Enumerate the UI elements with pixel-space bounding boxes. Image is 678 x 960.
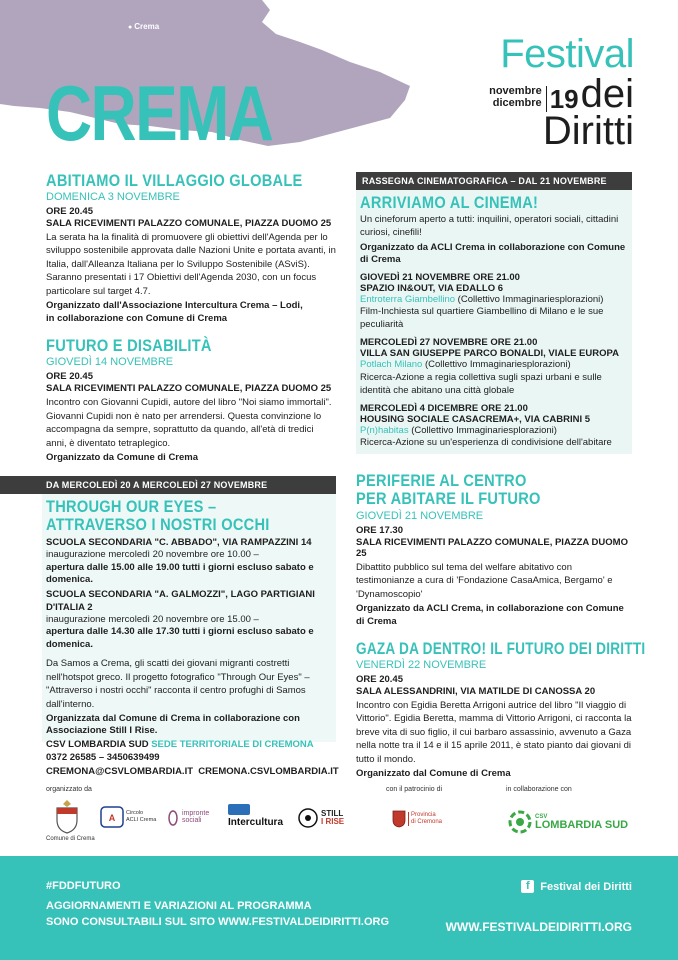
csv-small-label: CSV <box>535 813 548 820</box>
venue-abbado: SCUOLA SECONDARIA "C. ABBADO", VIA RAMPAZZINI 14 <box>46 537 312 549</box>
city-title: CREMA <box>46 69 273 157</box>
facebook-link[interactable] <box>521 880 632 893</box>
provincia-line1: Provincia <box>411 812 436 819</box>
event-gaza <box>356 638 646 781</box>
footer-line-1: AGGIORNAMENTI E VARIAZIONI AL PROGRAMMA <box>46 900 312 912</box>
event-place: SALA RICEVIMENTI PALAZZO COMUNALE, PIAZZA DUOMO 25 <box>46 218 332 229</box>
city-marker: ● Crema <box>128 22 159 31</box>
facebook-icon: f <box>521 880 534 893</box>
cinema-band: RASSEGNA CINEMATOGRAFICA – DAL 21 NOVEMBRE <box>356 172 632 190</box>
event-date: GIOVEDÌ 14 NOVEMBRE <box>46 356 174 369</box>
organizer-line: in collaborazione con Comune di Crema <box>46 312 228 324</box>
event-organizer: Organizzato da ACLI Crema in collaborazione con Comune di Crema <box>360 241 626 266</box>
event-time: ORE 20.45 <box>356 673 403 685</box>
csv-flower-icon <box>508 810 532 834</box>
comune-label: Comune di Crema <box>46 836 95 842</box>
film-date: GIOVEDÌ 21 NOVEMBRE ORE 21.00 <box>360 271 520 283</box>
inauguration-abbado: inaugurazione mercoledì 20 novembre ore 10.00 – <box>46 549 259 561</box>
event-time: ORE 17.30 <box>356 524 403 536</box>
festival-word: Festival <box>500 32 634 76</box>
csv-website[interactable]: CREMONA.CSVLOMBARDIA.IT <box>198 765 339 777</box>
still-line2: I RISE <box>321 817 345 826</box>
acli-line2: ACLI Crema <box>126 817 157 823</box>
event-date: GIOVEDÌ 21 NOVEMBRE <box>356 509 484 522</box>
event-title-line2: PER ABITARE IL FUTURO <box>356 489 541 508</box>
provincia-crest-icon <box>392 810 406 828</box>
left-column <box>46 172 336 742</box>
footer <box>0 856 678 960</box>
acli-line1: Circolo <box>126 810 144 817</box>
film-item <box>360 337 626 397</box>
facebook-label: Festival dei Diritti <box>540 880 632 893</box>
csv-email[interactable]: CREMONA@CSVLOMBARDIA.IT <box>46 765 194 777</box>
csv-phone: 0372 26585 – 3450639499 <box>46 752 160 764</box>
event-date: DOMENICA 3 NOVEMBRE <box>46 191 180 203</box>
sponsor-logos <box>46 786 632 848</box>
organizer-line: Organizzato dall'Associazione Intercultura Crema – Lodi, <box>46 300 303 312</box>
event-description: Incontro con Giovanni Cupidi, autore del libro "Noi siamo immortali". Giovanni Cupidi non è nato per arrendersi. Questa convinzione lo accompagna da sempre, soprattutto da quando, all'età di tredici anni, è diventato tetraplegico. <box>46 397 332 449</box>
festival-months <box>489 85 542 112</box>
impronte-sociali-logo <box>166 806 209 828</box>
csv-name: CSV LOMBARDIA SUD <box>46 739 149 750</box>
edition-number: 19 <box>546 86 579 112</box>
film-place: SPAZIO IN&OUT, VIA EDALLO 6 <box>360 282 504 294</box>
website-link[interactable]: WWW.FESTIVALDEIDIRITTI.ORG <box>445 920 632 934</box>
event-title: ARRIVIAMO AL CINEMA! <box>360 193 539 212</box>
still-i-rise-icon <box>298 808 318 828</box>
film-title: Potlach Milano <box>360 359 423 371</box>
festival-dei: dei <box>580 72 634 116</box>
right-column <box>356 172 646 793</box>
event-place: SALA RICEVIMENTI PALAZZO COMUNALE, PIAZZA DUOMO 25 <box>46 383 332 395</box>
event-organizer <box>46 300 336 325</box>
hashtag: #FDDFUTURO <box>46 880 121 892</box>
film-description: Ricerca-Azione a regia collettiva sugli spazi urbani e sulle identità che abitano una città globale <box>360 371 602 396</box>
festival-logo <box>464 32 634 153</box>
event-cinema <box>356 190 632 454</box>
film-title: P(n)habitas <box>360 424 409 436</box>
month-november: novembre <box>489 84 542 97</box>
organized-by-label: organizzato da <box>46 786 92 793</box>
event-futuro-disabilita <box>46 337 336 464</box>
event-organizer: Organizzato dal Comune di Crema <box>356 768 511 780</box>
impronte-line2: sociali <box>182 817 202 824</box>
event-periferie <box>356 472 632 628</box>
event-title: GAZA DA DENTRO! IL FUTURO DEI DIRITTI <box>356 638 646 658</box>
patronage-label: con il patrocinio di <box>386 786 443 793</box>
film-author: (Collettivo Immaginariesplorazioni) <box>455 293 604 305</box>
film-date: MERCOLEDÌ 4 DICEMBRE ORE 21.00 <box>360 402 528 414</box>
event-place: SALA RICEVIMENTI PALAZZO COMUNALE, PIAZZA DUOMO 25 <box>356 536 628 559</box>
still-i-rise-logo <box>298 808 344 828</box>
provincia-cremona-logo <box>392 810 442 828</box>
csv-big-label: LOMBARDIA SUD <box>535 818 629 831</box>
impronte-line1: impronte <box>182 810 210 817</box>
still-line1: STILL <box>321 809 344 818</box>
event-time: ORE 20.45 <box>46 371 93 383</box>
collaboration-label: in collaborazione con <box>506 786 572 793</box>
film-item <box>360 403 626 451</box>
comune-crema-logo <box>46 798 95 842</box>
event-description: Da Samos a Crema, gli scatti dei giovani migranti costretti nell'hotspot greco. Il progetto fotografico "Through Our Eyes" – "Attraverso i nostri occhi" racconta il centro profughi di Samos dall'interno. <box>46 658 310 710</box>
film-item <box>360 272 626 332</box>
event-description: La serata ha la finalità di promuovere gli obiettivi dell'Agenda per lo sviluppo sostenibile approvata dalle Nazioni Unite e portata avanti, in Italia, dall'Alleanza Italiana per lo Sviluppo Sostenibile (ASviS). Saranno presentati i 17 Obiettivi dell'Agenda 2030, con un focus particolare sul target 4.7. <box>46 232 336 297</box>
film-description: Film-Inchiesta sul quartiere Giambellino di Milano e le sue peculiarità <box>360 306 604 331</box>
event-time: ORE 20.45 <box>46 206 93 217</box>
film-place: HOUSING SOCIALE CASACREMA+, VIA CABRINI 5 <box>360 413 591 425</box>
film-description: Ricerca-Azione su un'esperienza di condivisione dell'abitare <box>360 437 612 449</box>
event-date: VENERDÌ 22 NOVEMBRE <box>356 658 487 671</box>
film-date: MERCOLEDÌ 27 NOVEMBRE ORE 21.00 <box>360 337 538 349</box>
event-through-our-eyes <box>42 494 336 741</box>
crest-icon <box>54 798 80 834</box>
film-author: (Collettivo Immaginariesplorazioni) <box>408 424 557 436</box>
provincia-line2: di Cremona <box>411 819 443 825</box>
opening-abbado: apertura dalle 15.00 alle 19.00 tutti i giorni escluso sabato e domenica. <box>46 561 314 586</box>
acli-icon <box>100 806 124 828</box>
film-place: VILLA SAN GIUSEPPE PARCO BONALDI, VIALE EUROPA <box>360 348 619 360</box>
svg-text:A: A <box>108 813 116 823</box>
film-author: (Collettivo Immaginariesplorazioni) <box>422 359 571 371</box>
intercultura-label: Intercultura <box>228 817 284 828</box>
festival-diritti: Diritti <box>542 109 634 153</box>
venue-galmozzi: SCUOLA SECONDARIA "A. GALMOZZI", LAGO PARTIGIANI D'ITALIA 2 <box>46 589 315 613</box>
month-december: dicembre <box>492 96 542 109</box>
csv-lombardia-logo <box>508 810 628 834</box>
csv-contacts <box>46 738 339 778</box>
event-organizer: Organizzata dal Comune di Crema in collaborazione con Associazione Still I Rise. <box>46 713 300 737</box>
footprint-icon <box>166 806 180 828</box>
date-band: DA MERCOLEDÌ 20 A MERCOLEDÌ 27 NOVEMBRE <box>0 476 336 494</box>
event-description: Incontro con Egidia Beretta Arrigoni autrice del libro "Il viaggio di Vittorio". Egidia Beretta, mamma di Vittorio Arrigoni, ci racconta la breve vita di suo figlio, il cui barbaro assassinio, avvenuto a Gaza nella notte tra il 14 e il 15 aprile 2011, è stato pianto dai giovani di tutto il mondo. <box>356 699 632 765</box>
event-organizer: Organizzato da Comune di Crema <box>46 452 199 464</box>
event-title-line1: PERIFERIE AL CENTRO <box>356 471 527 491</box>
csv-seat: SEDE TERRITORIALE DI CREMONA <box>151 739 314 750</box>
event-title-line2: ATTRAVERSO I NOSTRI OCCHI <box>46 515 270 535</box>
intercultura-logo <box>228 804 283 828</box>
acli-logo <box>100 806 156 828</box>
event-organizer: Organizzato da ACLI Crema, in collaborazione con Comune di Crema <box>356 603 624 627</box>
event-title-line1: THROUGH OUR EYES – <box>46 497 217 517</box>
footer-line-2: SONO CONSULTABILI SUL SITO WWW.FESTIVALDEIDIRITTI.ORG <box>46 916 390 928</box>
event-place: SALA ALESSANDRINI, VIA MATILDE DI CANOSSA 20 <box>356 685 596 697</box>
event-villaggio-globale <box>46 172 336 325</box>
event-title: FUTURO E DISABILITÀ <box>46 336 212 356</box>
afs-icon <box>228 804 250 815</box>
cinema-intro: Un cineforum aperto a tutti: inquilini, operatori sociali, cittadini curiosi, cinefili! <box>360 214 619 239</box>
event-description: Dibattito pubblico sul tema del welfare abitativo con testimonianze a cura di 'Fondazione CasaAmica, Bergamo' e 'Dynamoscopio' <box>356 561 613 600</box>
film-title: Entroterra Giambellino <box>360 293 456 305</box>
opening-galmozzi: apertura dalle 14.30 alle 17.30 tutti i giorni escluso sabato e domenica. <box>46 626 314 650</box>
event-title: ABITIAMO IL VILLAGGIO GLOBALE <box>46 171 303 190</box>
inauguration-galmozzi: inaugurazione mercoledì 20 novembre ore 15.00 – <box>46 614 259 626</box>
